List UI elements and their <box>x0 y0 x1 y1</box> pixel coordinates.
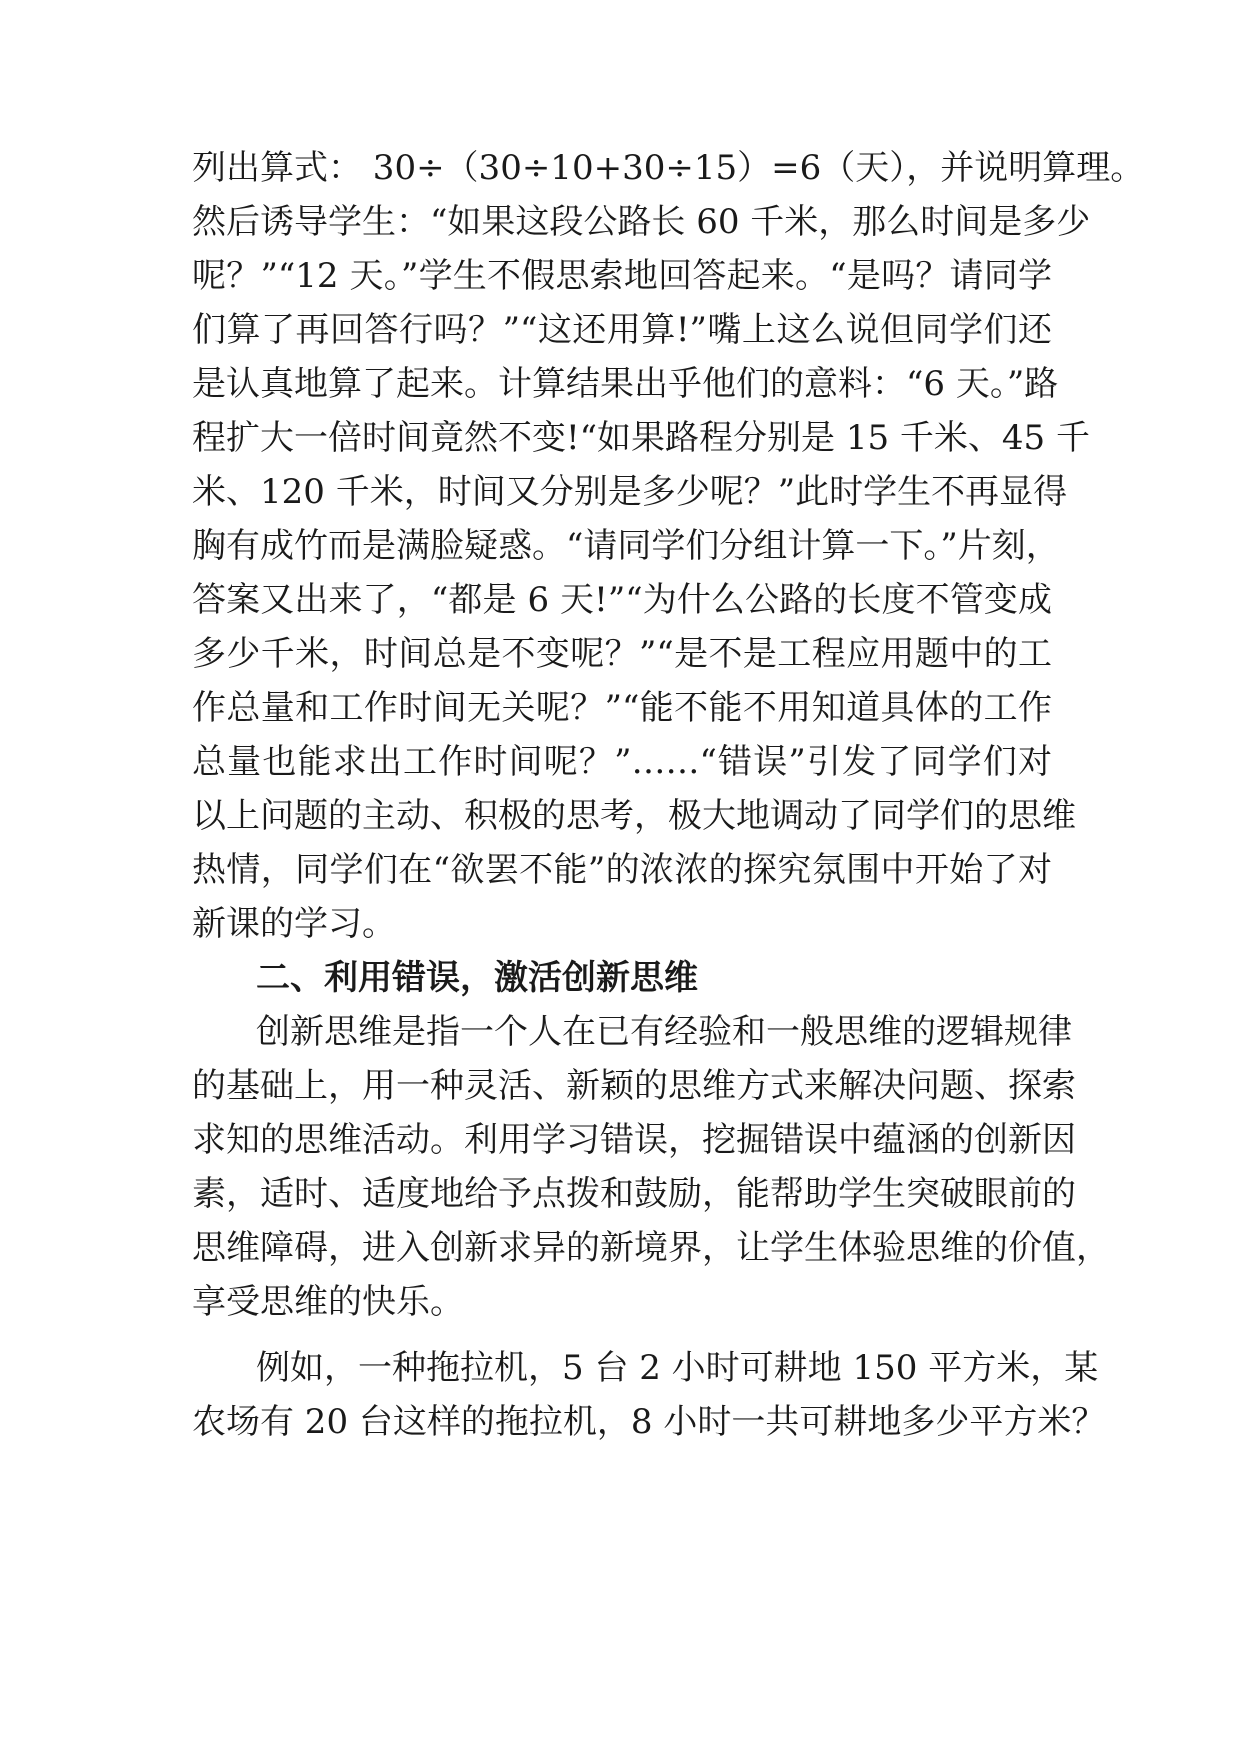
paragraph1-line-1: 列出算式： 30÷（30÷10+30÷15）=6（天），并说明算理。 <box>192 148 1145 188</box>
paragraph3-line-1: 例如，一种拖拉机，5 台 2 小时可耕地 150 平方米，某 <box>256 1348 1099 1388</box>
paragraph2-line-2: 的基础上，用一种灵活、新颖的思维方式来解决问题、探索 <box>192 1066 1076 1106</box>
section-heading: 二、利用错误，激活创新思维 <box>256 958 698 998</box>
paragraph1-line-3: 呢？”“12 天。”学生不假思索地回答起来。“是吗？请同学 <box>192 256 1052 296</box>
paragraph1-line-5: 是认真地算了起来。计算结果出乎他们的意料：“6 天。”路 <box>192 364 1059 404</box>
paragraph1-line-2: 然后诱导学生：“如果这段公路长 60 千米，那么时间是多少 <box>192 202 1091 242</box>
paragraph1-line-12: 总量也能求出工作时间呢？”……“错误”引发了同学们对 <box>192 742 1052 782</box>
paragraph3-line-2: 农场有 20 台这样的拖拉机，8 小时一共可耕地多少平方米？ <box>192 1402 1106 1442</box>
paragraph2-line-1: 创新思维是指一个人在已有经验和一般思维的逻辑规律 <box>256 1012 1072 1052</box>
paragraph1-line-9: 答案又出来了，“都是 6 天!”“为什么公路的长度不管变成 <box>192 580 1052 620</box>
paragraph1-line-14: 热情，同学们在“欲罢不能”的浓浓的探究氛围中开始了对 <box>192 850 1052 890</box>
paragraph1-line-10: 多少千米，时间总是不变呢？”“是不是工程应用题中的工 <box>192 634 1052 674</box>
paragraph1-line-8: 胸有成竹而是满脸疑惑。“请同学们分组计算一下。”片刻， <box>192 526 1060 566</box>
paragraph1-line-6: 程扩大一倍时间竟然不变!“如果路程分别是 15 千米、45 千 <box>192 418 1090 458</box>
paragraph2-line-5: 思维障碍，进入创新求异的新境界，让学生体验思维的价值， <box>192 1228 1110 1268</box>
paragraph2-line-3: 求知的思维活动。利用学习错误，挖掘错误中蕴涵的创新因 <box>192 1120 1076 1160</box>
paragraph1-line-7: 米、120 千米，时间又分别是多少呢？”此时学生不再显得 <box>192 472 1068 512</box>
paragraph1-line-15: 新课的学习。 <box>192 904 396 944</box>
paragraph2-line-6: 享受思维的快乐。 <box>192 1282 464 1322</box>
paragraph1-line-13: 以上问题的主动、积极的思考，极大地调动了同学们的思维 <box>192 796 1076 836</box>
paragraph2-line-4: 素，适时、适度地给予点拨和鼓励，能帮助学生突破眼前的 <box>192 1174 1076 1214</box>
paragraph1-line-4: 们算了再回答行吗？”“这还用算!”嘴上这么说但同学们还 <box>192 310 1052 350</box>
paragraph1-line-11: 作总量和工作时间无关呢？”“能不能不用知道具体的工作 <box>192 688 1052 728</box>
